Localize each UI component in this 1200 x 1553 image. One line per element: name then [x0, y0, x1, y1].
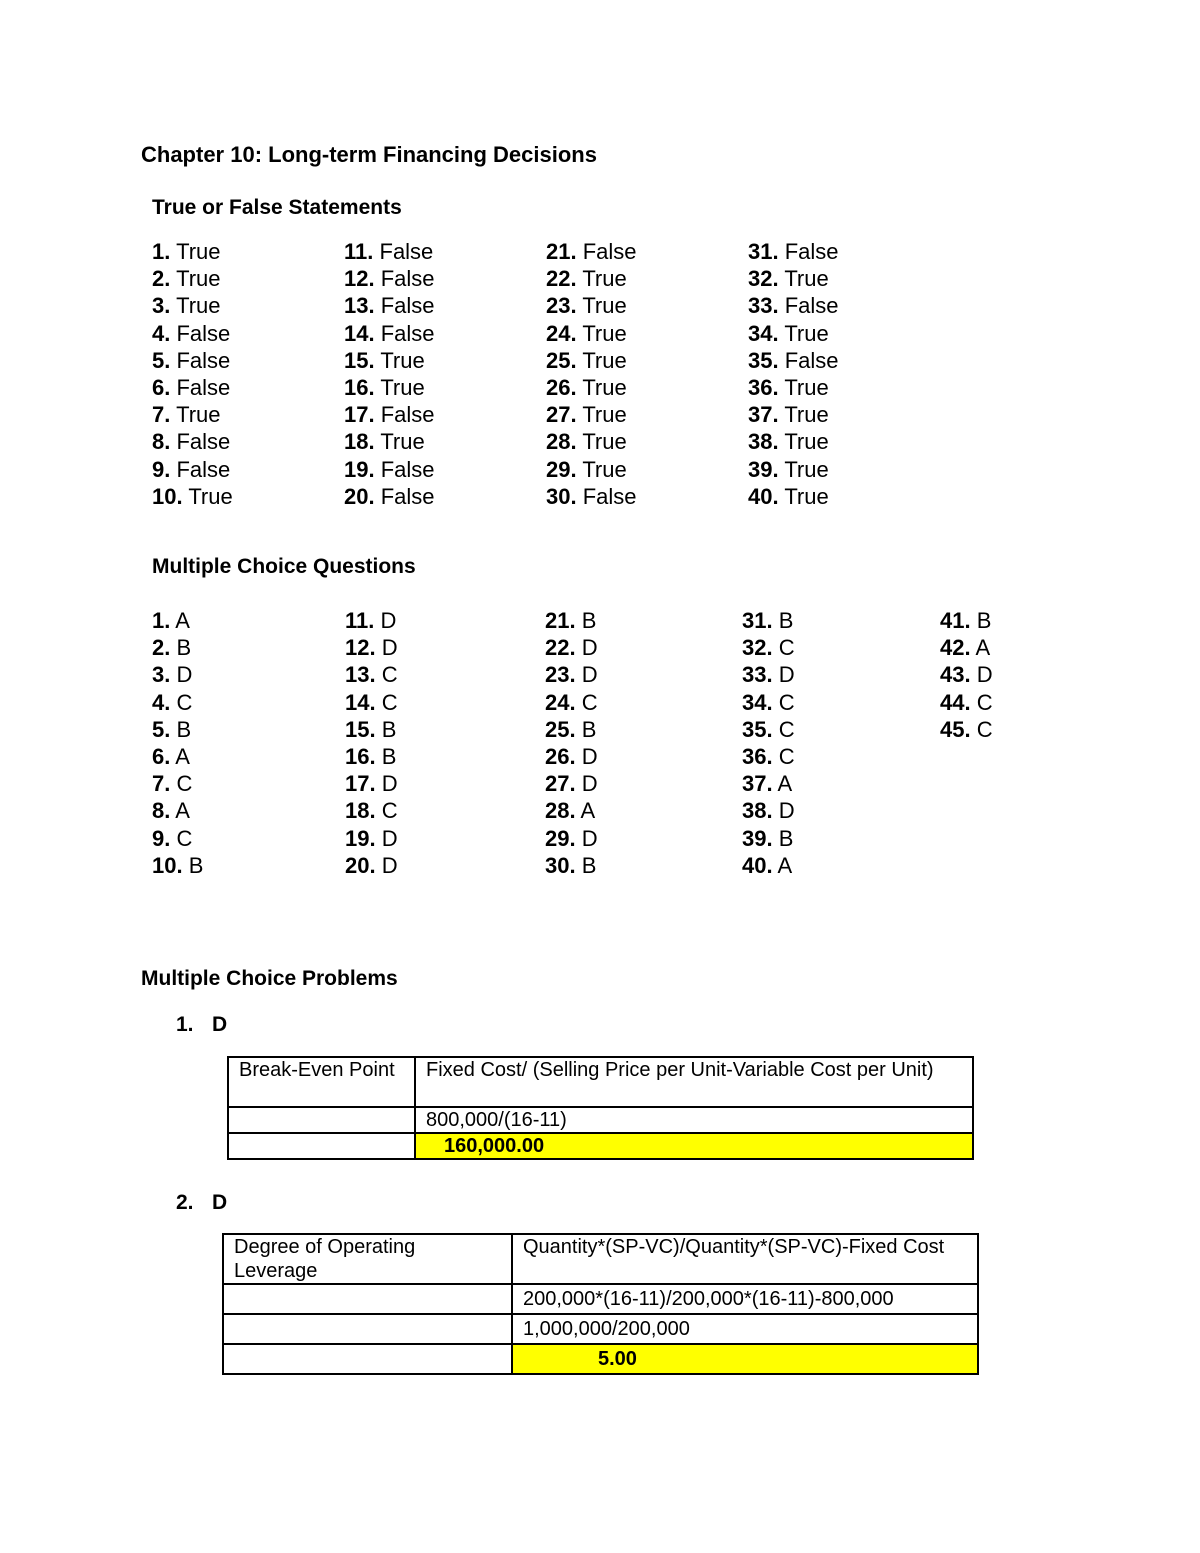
question-number: 24. [546, 320, 577, 346]
answer-value: A [580, 798, 596, 824]
question-number: 22. [545, 635, 576, 661]
table-row [223, 1344, 978, 1374]
multiple-choice-answer-item [545, 797, 742, 824]
true-false-answer-item [152, 456, 344, 483]
question-number: 34. [748, 320, 779, 346]
question-number: 4. [152, 320, 171, 346]
dol-result: 5.00 [512, 1344, 978, 1374]
question-number: 13. [345, 662, 376, 688]
problem-2-label [176, 1191, 227, 1215]
question-number: 38. [748, 429, 779, 455]
multiple-choice-answer-item [345, 634, 545, 661]
question-number: 35. [742, 716, 773, 742]
multiple-choice-answer-item [742, 797, 940, 824]
empty-cell [228, 1133, 415, 1159]
question-number: 12. [345, 635, 376, 661]
multiple-choice-answer-item [940, 716, 1040, 743]
answer-value: C [778, 635, 795, 661]
answer-value: D [778, 662, 795, 688]
question-number: 30. [545, 852, 576, 878]
answer-value: True [784, 266, 829, 292]
empty-cell [223, 1344, 512, 1374]
true-false-answer-item [546, 347, 748, 374]
answer-value: False [176, 374, 231, 400]
answer-value: B [381, 743, 397, 769]
answer-value: A [175, 608, 190, 633]
question-number: 15. [344, 347, 375, 373]
question-number: 41. [940, 608, 971, 633]
multiple-choice-answer-item [345, 852, 545, 879]
true-false-answer-item [546, 238, 748, 265]
true-false-answer-item [546, 374, 748, 401]
answer-value: C [381, 798, 398, 824]
answer-value: True [784, 320, 829, 346]
answer-value: False [176, 320, 231, 346]
true-false-answer-item [748, 483, 950, 510]
empty-cell [228, 1107, 415, 1133]
answer-value: A [777, 771, 793, 797]
answer-value: D [778, 798, 795, 824]
question-number: 9. [152, 825, 171, 851]
problems-heading: Multiple Choice Problems [141, 967, 398, 990]
true-false-answer-item [344, 401, 546, 428]
table-row [228, 1107, 973, 1133]
multiple-choice-heading: Multiple Choice Questions [152, 555, 416, 578]
true-false-answer-item [152, 292, 344, 319]
question-number: 27. [546, 402, 577, 428]
question-number: 9. [152, 456, 171, 482]
answer-value: False [380, 320, 435, 346]
multiple-choice-answer-item [545, 716, 742, 743]
true-false-answer-item [344, 456, 546, 483]
true-false-answer-item [344, 483, 546, 510]
multiple-choice-answer-item [345, 825, 545, 852]
true-false-answer-item [152, 483, 344, 510]
question-number: 11. [345, 608, 375, 633]
multiple-choice-answer-item [742, 634, 940, 661]
question-number: 18. [345, 798, 376, 824]
true-false-answer-item [344, 428, 546, 455]
true-false-answer-item [546, 401, 748, 428]
question-number: 3. [152, 293, 171, 319]
true-false-answer-item [152, 428, 344, 455]
question-number: 36. [742, 743, 773, 769]
question-number: 31. [748, 239, 779, 264]
question-number: 39. [742, 825, 773, 851]
multiple-choice-answer-item [742, 661, 940, 688]
question-number: 16. [344, 374, 375, 400]
answer-value: False [380, 402, 435, 428]
answer-value: C [381, 662, 398, 688]
question-number: 27. [545, 771, 576, 797]
answer-value: True [380, 429, 425, 455]
answer-value: A [175, 798, 190, 824]
break-even-label: Break-Even Point [228, 1057, 415, 1107]
answer-value: D [581, 771, 598, 797]
table-row [223, 1284, 978, 1314]
answer-value: C [381, 689, 398, 715]
dol-step-2: 1,000,000/200,000 [512, 1314, 978, 1344]
multiple-choice-answer-item [742, 716, 940, 743]
multiple-choice-answer-item [545, 634, 742, 661]
question-number: 44. [940, 689, 971, 715]
answer-value: False [176, 347, 231, 373]
question-number: 7. [152, 771, 171, 797]
multiple-choice-answer-item [345, 770, 545, 797]
multiple-choice-answer-item [345, 743, 545, 770]
answer-value: D [381, 852, 398, 878]
question-number: 17. [345, 771, 376, 797]
true-false-answer-item [748, 265, 950, 292]
question-number: 8. [152, 798, 171, 824]
answer-value: D [381, 771, 398, 797]
multiple-choice-answer-item [152, 607, 345, 634]
answer-value: A [175, 743, 190, 769]
multiple-choice-answer-item [940, 634, 1040, 661]
true-false-answer-item [546, 320, 748, 347]
true-false-answer-item [546, 456, 748, 483]
true-false-answer-item [748, 374, 950, 401]
true-false-answer-item [152, 238, 344, 265]
true-false-answer-item [748, 238, 950, 265]
true-false-heading: True or False Statements [152, 196, 402, 219]
question-number: 33. [742, 662, 773, 688]
multiple-choice-answer-item [152, 743, 345, 770]
question-number: 1. [152, 239, 171, 264]
answer-value: True [784, 429, 829, 455]
question-number: 22. [546, 266, 577, 292]
question-number: 29. [545, 825, 576, 851]
multiple-choice-answer-item [940, 661, 1040, 688]
answer-value: B [581, 716, 597, 742]
answer-value: C [176, 825, 193, 851]
multiple-choice-answer-item [345, 797, 545, 824]
answer-value: D [581, 662, 598, 688]
answer-value: True [784, 402, 829, 428]
answer-value: False [582, 239, 637, 264]
true-false-answer-item [344, 320, 546, 347]
question-number: 1. [152, 608, 171, 633]
true-false-answer-item [546, 428, 748, 455]
answer-value: True [582, 266, 627, 292]
answer-value: B [581, 852, 597, 878]
answer-value: C [581, 689, 598, 715]
true-false-answer-item [546, 483, 748, 510]
true-false-answer-item [344, 265, 546, 292]
true-false-answer-item [344, 292, 546, 319]
answer-value: D [976, 662, 993, 688]
question-number: 26. [546, 374, 577, 400]
answer-value: False [380, 293, 435, 319]
question-number: 20. [344, 483, 375, 509]
question-number: 18. [344, 429, 375, 455]
question-number: 32. [742, 635, 773, 661]
question-number: 5. [152, 347, 171, 373]
answer-value: False [176, 429, 231, 455]
answer-value: False [379, 239, 434, 264]
answer-value: False [380, 456, 435, 482]
question-number: 39. [748, 456, 779, 482]
question-number: 20. [345, 852, 376, 878]
answer-value: B [976, 608, 992, 633]
question-number: 42. [940, 635, 971, 661]
true-false-answer-item [748, 347, 950, 374]
answer-value: False [784, 293, 839, 319]
multiple-choice-answer-item [742, 743, 940, 770]
question-number: 12. [344, 266, 375, 292]
answer-value: False [380, 266, 435, 292]
multiple-choice-answer-item [152, 716, 345, 743]
table-row [223, 1314, 978, 1344]
question-number: 6. [152, 743, 171, 769]
true-false-answer-item [748, 320, 950, 347]
true-false-answer-item [748, 401, 950, 428]
answer-value: True [380, 347, 425, 373]
true-false-answer-item [152, 374, 344, 401]
answer-value: True [582, 293, 627, 319]
answer-value: A [975, 635, 991, 661]
multiple-choice-answer-item [742, 607, 940, 634]
true-false-answer-item [546, 265, 748, 292]
question-number: 7. [152, 402, 171, 428]
question-number: 40. [742, 852, 773, 878]
question-number: 37. [742, 771, 773, 797]
answer-value: D [381, 635, 398, 661]
multiple-choice-answer-item [152, 689, 345, 716]
multiple-choice-answer-item [345, 607, 545, 634]
answer-value: D [381, 825, 398, 851]
problem-2-number: 2. [176, 1191, 194, 1214]
answer-value: B [778, 825, 794, 851]
answer-value: D [380, 608, 397, 633]
multiple-choice-answer-item [742, 770, 940, 797]
question-number: 16. [345, 743, 376, 769]
true-false-answer-item [748, 428, 950, 455]
multiple-choice-answer-item [545, 743, 742, 770]
multiple-choice-answer-item [545, 852, 742, 879]
true-false-answer-item [748, 292, 950, 319]
multiple-choice-answer-item [545, 689, 742, 716]
question-number: 35. [748, 347, 779, 373]
question-number: 19. [345, 825, 376, 851]
true-false-answer-item [344, 347, 546, 374]
answer-value: True [188, 483, 233, 509]
answer-value: False [582, 483, 637, 509]
answer-value: B [778, 608, 794, 633]
question-number: 40. [748, 483, 779, 509]
question-number: 10. [152, 852, 183, 878]
question-number: 4. [152, 689, 171, 715]
true-false-answer-item [152, 320, 344, 347]
answer-value: True [176, 402, 221, 428]
question-number: 3. [152, 662, 171, 688]
multiple-choice-answer-item [545, 770, 742, 797]
question-number: 43. [940, 662, 971, 688]
answer-value: False [380, 483, 435, 509]
answer-value: B [581, 608, 597, 633]
multiple-choice-answer-item [152, 770, 345, 797]
question-number: 31. [742, 608, 773, 633]
operating-leverage-table [222, 1233, 979, 1375]
answer-value: B [176, 635, 192, 661]
question-number: 24. [545, 689, 576, 715]
empty-cell [223, 1314, 512, 1344]
true-false-answers [152, 238, 950, 510]
question-number: 17. [344, 402, 375, 428]
question-number: 28. [546, 429, 577, 455]
multiple-choice-answer-item [545, 825, 742, 852]
true-false-answer-item [344, 238, 546, 265]
question-number: 19. [344, 456, 375, 482]
question-number: 23. [546, 293, 577, 319]
question-number: 2. [152, 635, 171, 661]
true-false-answer-item [748, 456, 950, 483]
question-number: 10. [152, 483, 183, 509]
question-number: 25. [546, 347, 577, 373]
question-number: 8. [152, 429, 171, 455]
dol-label: Degree of Operating Leverage [223, 1234, 512, 1284]
answer-value: False [784, 347, 839, 373]
answer-value: D [176, 662, 193, 688]
answer-value: C [778, 716, 795, 742]
answer-value: C [778, 689, 795, 715]
answer-value: D [581, 743, 598, 769]
question-number: 38. [742, 798, 773, 824]
multiple-choice-answer-item [345, 716, 545, 743]
answer-value: D [581, 635, 598, 661]
question-number: 30. [546, 483, 577, 509]
question-number: 45. [940, 716, 971, 742]
answer-value: B [176, 716, 192, 742]
answer-value: True [582, 374, 627, 400]
multiple-choice-answer-item [152, 661, 345, 688]
answer-value: B [188, 852, 204, 878]
question-number: 15. [345, 716, 376, 742]
question-number: 11. [344, 239, 374, 264]
multiple-choice-answer-item [152, 825, 345, 852]
multiple-choice-answer-item [345, 689, 545, 716]
table-row [228, 1057, 973, 1107]
table-row [228, 1133, 973, 1159]
answer-value: A [777, 852, 793, 878]
true-false-answer-item [152, 347, 344, 374]
answer-value: C [176, 771, 193, 797]
question-number: 33. [748, 293, 779, 319]
question-number: 36. [748, 374, 779, 400]
multiple-choice-answer-item [545, 607, 742, 634]
page-title: Chapter 10: Long-term Financing Decisions [141, 142, 597, 167]
answer-value: True [784, 456, 829, 482]
question-number: 6. [152, 374, 171, 400]
answer-value: D [581, 825, 598, 851]
question-number: 14. [345, 689, 376, 715]
break-even-result: 160,000.00 [415, 1133, 973, 1159]
question-number: 21. [546, 239, 577, 264]
question-number: 23. [545, 662, 576, 688]
multiple-choice-answer-item [742, 852, 940, 879]
answer-value: True [176, 293, 221, 319]
question-number: 5. [152, 716, 171, 742]
question-number: 32. [748, 266, 779, 292]
break-even-step: 800,000/(16-11) [415, 1107, 973, 1133]
question-number: 25. [545, 716, 576, 742]
answer-value: True [176, 266, 221, 292]
table-row [223, 1234, 978, 1284]
question-number: 34. [742, 689, 773, 715]
answer-value: True [582, 456, 627, 482]
answer-value: True [784, 374, 829, 400]
multiple-choice-answer-item [152, 852, 345, 879]
multiple-choice-answer-item [345, 661, 545, 688]
answer-value: True [380, 374, 425, 400]
multiple-choice-answers [152, 607, 1040, 879]
dol-step-1: 200,000*(16-11)/200,000*(16-11)-800,000 [512, 1284, 978, 1314]
empty-cell [223, 1284, 512, 1314]
multiple-choice-answer-item [940, 689, 1040, 716]
question-number: 28. [545, 798, 576, 824]
question-number: 37. [748, 402, 779, 428]
multiple-choice-answer-item [545, 661, 742, 688]
question-number: 2. [152, 266, 171, 292]
question-number: 26. [545, 743, 576, 769]
break-even-table [227, 1056, 974, 1160]
multiple-choice-answer-item [940, 607, 1040, 634]
answer-value: C [976, 689, 993, 715]
break-even-formula: Fixed Cost/ (Selling Price per Unit-Variable Cost per Unit) [415, 1057, 973, 1107]
answer-value: C [176, 689, 193, 715]
multiple-choice-answer-item [152, 634, 345, 661]
answer-value: True [582, 347, 627, 373]
problem-1-answer: D [212, 1013, 228, 1036]
answer-value: True [582, 429, 627, 455]
question-number: 29. [546, 456, 577, 482]
true-false-answer-item [546, 292, 748, 319]
problem-2-answer: D [212, 1191, 228, 1214]
true-false-answer-item [152, 401, 344, 428]
multiple-choice-answer-item [742, 825, 940, 852]
problem-1-number: 1. [176, 1013, 194, 1036]
multiple-choice-answer-item [742, 689, 940, 716]
question-number: 14. [344, 320, 375, 346]
answer-value: True [176, 239, 221, 264]
answer-value: True [582, 320, 627, 346]
true-false-answer-item [344, 374, 546, 401]
true-false-answer-item [152, 265, 344, 292]
answer-value: B [381, 716, 397, 742]
answer-value: False [176, 456, 231, 482]
multiple-choice-answer-item [152, 797, 345, 824]
answer-value: C [778, 743, 795, 769]
question-number: 13. [344, 293, 375, 319]
problem-1-label [176, 1013, 227, 1037]
dol-formula: Quantity*(SP-VC)/Quantity*(SP-VC)-Fixed Cost [512, 1234, 978, 1284]
question-number: 21. [545, 608, 576, 633]
answer-value: False [784, 239, 839, 264]
answer-value: C [976, 716, 993, 742]
answer-value: True [582, 402, 627, 428]
answer-value: True [784, 483, 829, 509]
